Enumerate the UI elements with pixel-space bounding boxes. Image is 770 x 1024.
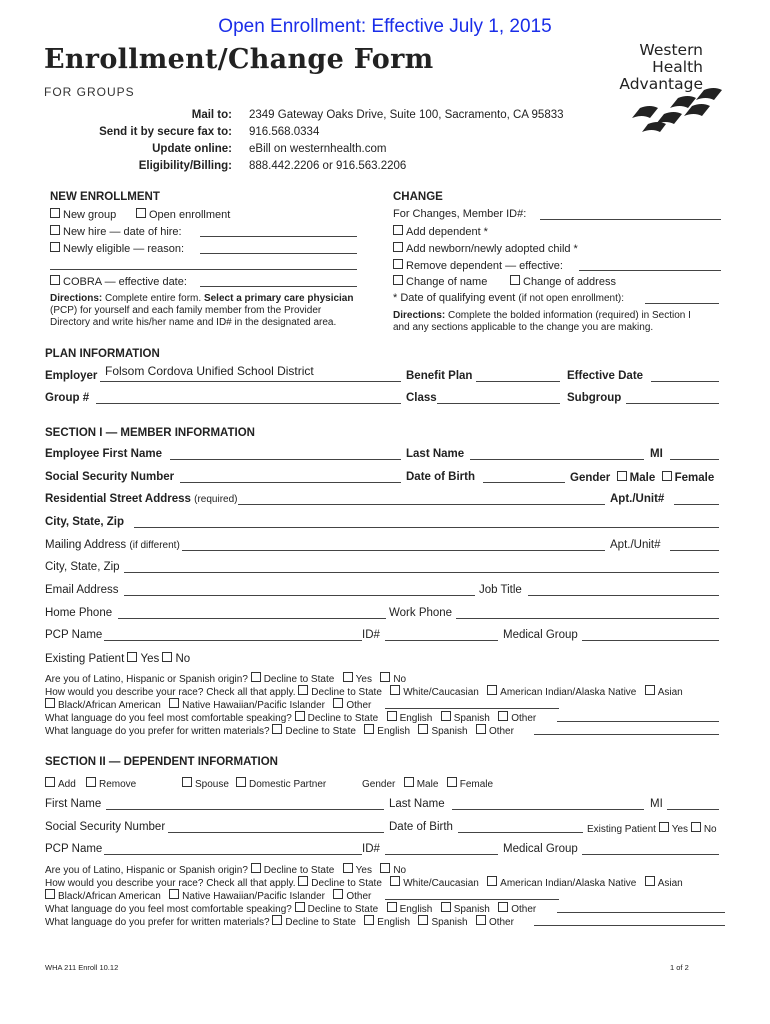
checkbox[interactable]	[295, 711, 305, 721]
qualifying-event-label: * Date of qualifying event (if not open enrollment):	[393, 292, 624, 304]
home-phone-label: Home Phone	[45, 607, 113, 619]
open-enrollment-option[interactable]: Open enrollment	[136, 208, 230, 221]
checkbox[interactable]	[343, 863, 353, 873]
checkbox[interactable]	[169, 698, 179, 708]
benefit-plan-label: Benefit Plan	[406, 370, 473, 382]
employer-label: Employer	[45, 370, 98, 382]
checkbox[interactable]	[50, 275, 60, 285]
cobra-option[interactable]: COBRA — effective date:	[50, 275, 187, 288]
checkbox[interactable]	[476, 915, 486, 925]
written-other-field[interactable]	[534, 734, 719, 735]
add-newborn-option[interactable]: Add newborn/newly adopted child *	[393, 242, 578, 255]
member-id-field[interactable]	[540, 219, 721, 220]
fax-label: Send it by secure fax to:	[99, 126, 232, 138]
mailing-field[interactable]	[182, 550, 605, 551]
dep-ssn-field[interactable]	[168, 832, 384, 833]
add-option[interactable]: Add	[45, 777, 76, 790]
checkbox[interactable]	[387, 711, 397, 721]
form-id: WHA 211 Enroll 10.12	[45, 963, 119, 972]
member-id-label: For Changes, Member ID#:	[393, 208, 527, 220]
mi-label: MI	[650, 448, 663, 460]
last-name-label: Last Name	[406, 448, 465, 460]
add-dependent-option[interactable]: Add dependent *	[393, 225, 488, 238]
checkbox[interactable]	[50, 208, 60, 218]
checkbox[interactable]	[295, 902, 305, 912]
race-question: How would you describe your race? Check all that apply. Decline to State White/Caucasian American Indian/Alaska Native Asian	[45, 687, 683, 698]
effective-banner: Open Enrollment: Effective July 1, 2015	[218, 16, 552, 37]
male-checkbox[interactable]	[617, 471, 627, 481]
dep-speak-question: What language do you feel most comfortable speaking? Decline to State English Spanish Other	[45, 904, 537, 915]
email-field[interactable]	[124, 595, 475, 596]
employer-field[interactable]	[100, 381, 401, 382]
checkbox[interactable]	[169, 889, 179, 899]
section1-heading: SECTION I — MEMBER INFORMATION	[45, 427, 255, 439]
ssn-field[interactable]	[180, 482, 401, 483]
mail-value: 2349 Gateway Oaks Drive, Suite 100, Sacramento, CA 95833	[249, 109, 564, 121]
dep-medical-group-field[interactable]	[582, 854, 719, 855]
hire-date-field[interactable]	[200, 236, 357, 237]
change-name-option[interactable]: Change of name	[393, 275, 487, 288]
checkbox[interactable]	[390, 876, 400, 886]
change-directions: Directions: Complete the bolded information (required) in Section I and any sections applicable to the change you are making.	[393, 310, 691, 333]
subgroup-field[interactable]	[626, 403, 719, 404]
dep-last-field[interactable]	[452, 809, 644, 810]
checkbox[interactable]	[45, 698, 55, 708]
checkbox[interactable]	[659, 822, 669, 832]
work-phone-field[interactable]	[456, 618, 719, 619]
dep-id-label: ID#	[362, 843, 380, 855]
group-field[interactable]	[96, 403, 401, 404]
checkbox[interactable]	[487, 685, 497, 695]
city2-field[interactable]	[124, 572, 719, 573]
new-enrollment-directions: Directions: Complete entire form. Select a primary care physician (PCP) for yourself and each family member from the Provider Directory and write his/her name and ID# in the designated area.	[50, 293, 354, 328]
apt2-label: Apt./Unit#	[610, 539, 661, 551]
dob-label: Date of Birth	[406, 471, 475, 483]
dep-mi-label: MI	[650, 798, 663, 810]
checkbox[interactable]	[50, 225, 60, 235]
dep-mi-field[interactable]	[667, 809, 719, 810]
form-title: Enrollment/Change Form	[44, 44, 434, 75]
city-label: City, State, Zip	[45, 516, 125, 528]
dep-existing-group: Existing Patient Yes No	[587, 824, 717, 835]
checkbox[interactable]	[272, 915, 282, 925]
class-label: Class	[406, 392, 437, 404]
checkbox[interactable]	[298, 685, 308, 695]
city-field[interactable]	[134, 527, 719, 528]
checkbox[interactable]	[387, 902, 397, 912]
online-label: Update online:	[152, 143, 232, 155]
checkbox[interactable]	[343, 672, 353, 682]
checkbox[interactable]	[510, 275, 520, 285]
checkbox[interactable]	[645, 685, 655, 695]
dep-pcp-label: PCP Name	[45, 843, 103, 855]
checkbox[interactable]	[50, 242, 60, 252]
dep-last-label: Last Name	[389, 798, 445, 810]
checkbox[interactable]	[364, 724, 374, 734]
dep-dob-field[interactable]	[458, 832, 583, 833]
dep-speak-other-field[interactable]	[557, 912, 725, 913]
checkbox[interactable]	[645, 876, 655, 886]
apt-field[interactable]	[674, 504, 719, 505]
section2-heading: SECTION II — DEPENDENT INFORMATION	[45, 756, 278, 768]
employer-value[interactable]: Folsom Cordova Unified School District	[105, 364, 314, 378]
eligible-reason-field[interactable]	[200, 253, 357, 254]
res-address-label: Residential Street Address (required)	[45, 493, 238, 505]
remove-option[interactable]: Remove	[86, 777, 136, 790]
dependent-gender-group: Gender Male Female	[362, 779, 494, 790]
checkbox[interactable]	[447, 777, 457, 787]
checkbox[interactable]	[393, 275, 403, 285]
dep-race-other-field[interactable]	[385, 899, 559, 900]
checkbox[interactable]	[380, 672, 390, 682]
checkbox[interactable]	[364, 915, 374, 925]
plan-heading: PLAN INFORMATION	[45, 348, 160, 360]
checkbox[interactable]	[404, 777, 414, 787]
checkbox[interactable]	[487, 876, 497, 886]
group-label: Group #	[45, 392, 90, 404]
dep-ssn-label: Social Security Number	[45, 821, 166, 833]
apt-label: Apt./Unit#	[610, 493, 665, 505]
checkbox[interactable]	[476, 724, 486, 734]
checkbox[interactable]	[498, 902, 508, 912]
checkbox[interactable]	[45, 777, 55, 787]
emp-first-field[interactable]	[170, 459, 401, 460]
checkbox[interactable]	[86, 777, 96, 787]
page-number: 1 of 2	[670, 963, 689, 972]
job-title-label: Job Title	[479, 584, 522, 596]
city2-label: City, State, Zip	[45, 561, 120, 573]
checkbox[interactable]	[236, 777, 246, 787]
home-phone-field[interactable]	[118, 618, 386, 619]
existing-patient-group: Existing Patient Yes No	[45, 653, 191, 665]
new-hire-option[interactable]: New hire — date of hire:	[50, 225, 182, 238]
dep-latino-question: Are you of Latino, Hispanic or Spanish origin? Decline to State Yes No	[45, 865, 407, 876]
checkbox[interactable]	[272, 724, 282, 734]
checkbox[interactable]	[498, 711, 508, 721]
last-name-field[interactable]	[470, 459, 644, 460]
written-language-question: What language do you prefer for written materials? Decline to State English Spanish Other	[45, 726, 514, 737]
company-logo: Western Health Advantage	[619, 41, 703, 93]
checkbox[interactable]	[441, 711, 451, 721]
dep-written-other-field[interactable]	[534, 925, 725, 926]
effective-date-field[interactable]	[651, 381, 719, 382]
female-checkbox[interactable]	[662, 471, 672, 481]
change-heading: CHANGE	[393, 191, 443, 203]
checkbox[interactable]	[691, 822, 701, 832]
medical-group-field[interactable]	[582, 640, 719, 641]
speak-other-field[interactable]	[557, 721, 719, 722]
checkbox[interactable]	[393, 242, 403, 252]
ssn-label: Social Security Number	[45, 471, 175, 483]
pcp-id-field[interactable]	[385, 640, 498, 641]
checkbox[interactable]	[251, 672, 261, 682]
dep-dob-label: Date of Birth	[389, 821, 453, 833]
checkbox[interactable]	[418, 915, 428, 925]
pcp-id-label: ID#	[362, 629, 380, 641]
dep-first-field[interactable]	[106, 809, 384, 810]
existing-no-checkbox[interactable]	[162, 652, 172, 662]
new-enrollment-heading: NEW ENROLLMENT	[50, 191, 160, 203]
cobra-date-field[interactable]	[200, 286, 357, 287]
dep-pcp-field[interactable]	[104, 854, 362, 855]
speak-language-question: What language do you feel most comfortable speaking? Decline to State English Spanish Other	[45, 713, 537, 724]
mailing-label: Mailing Address (if different)	[45, 539, 180, 551]
new-group-option[interactable]: New group	[50, 208, 116, 221]
emp-first-label: Employee First Name	[45, 448, 162, 460]
checkbox[interactable]	[182, 777, 192, 787]
dob-field[interactable]	[483, 482, 565, 483]
pcp-field[interactable]	[104, 640, 362, 641]
latino-question: Are you of Latino, Hispanic or Spanish origin? Decline to State Yes No	[45, 674, 407, 685]
dep-first-label: First Name	[45, 798, 102, 810]
checkbox[interactable]	[136, 208, 146, 218]
race-options-2: Black/African American Native Hawaiian/Pacific Islander Other	[45, 698, 371, 711]
checkbox[interactable]	[333, 698, 343, 708]
dep-id-field[interactable]	[385, 854, 498, 855]
spouse-option[interactable]: Spouse	[182, 777, 229, 790]
checkbox[interactable]	[251, 863, 261, 873]
medical-group-label: Medical Group	[503, 629, 578, 641]
form-subtitle: FOR GROUPS	[44, 85, 135, 99]
newly-eligible-option[interactable]: Newly eligible — reason:	[50, 242, 184, 255]
job-title-field[interactable]	[528, 595, 719, 596]
effective-date-label: Effective Date	[567, 370, 644, 382]
remove-dependent-option[interactable]: Remove dependent — effective:	[393, 259, 563, 272]
res-address-field[interactable]	[238, 504, 605, 505]
apt2-field[interactable]	[670, 550, 719, 551]
dep-race-options-2: Black/African American Native Hawaiian/Pacific Islander Other	[45, 889, 371, 902]
eligible-reason-field-2[interactable]	[50, 269, 357, 270]
partner-option[interactable]: Domestic Partner	[236, 777, 326, 790]
dep-race-question: How would you describe your race? Check all that apply. Decline to State White/Caucasian American Indian/Alaska Native Asian	[45, 878, 683, 889]
billing-label: Eligibility/Billing:	[138, 160, 232, 172]
checkbox[interactable]	[298, 876, 308, 886]
checkbox[interactable]	[393, 259, 403, 269]
race-other-field[interactable]	[385, 708, 559, 709]
checkbox[interactable]	[393, 225, 403, 235]
existing-yes-checkbox[interactable]	[127, 652, 137, 662]
dep-medical-group-label: Medical Group	[503, 843, 578, 855]
billing-value: 888.442.2206 or 916.563.2206	[249, 160, 407, 172]
dep-written-question: What language do you prefer for written materials? Decline to State English Spanish Other	[45, 917, 514, 928]
qualifying-date-field[interactable]	[645, 303, 719, 304]
pcp-label: PCP Name	[45, 629, 103, 641]
online-value: eBill on westernhealth.com	[249, 143, 387, 155]
subgroup-label: Subgroup	[567, 392, 622, 404]
class-field[interactable]	[437, 403, 560, 404]
checkbox[interactable]	[418, 724, 428, 734]
mail-label: Mail to:	[191, 109, 232, 121]
email-label: Email Address	[45, 584, 119, 596]
benefit-plan-field[interactable]	[476, 381, 560, 382]
checkbox[interactable]	[45, 889, 55, 899]
fax-value: 916.568.0334	[249, 126, 320, 138]
checkbox[interactable]	[441, 902, 451, 912]
logo-mark-icon	[628, 88, 726, 136]
checkbox[interactable]	[390, 685, 400, 695]
gender-group: Gender Male Female	[570, 472, 715, 484]
change-address-option[interactable]: Change of address	[510, 275, 616, 288]
checkbox[interactable]	[380, 863, 390, 873]
mi-field[interactable]	[670, 459, 719, 460]
checkbox[interactable]	[333, 889, 343, 899]
remove-date-field[interactable]	[579, 270, 721, 271]
work-phone-label: Work Phone	[389, 607, 453, 619]
